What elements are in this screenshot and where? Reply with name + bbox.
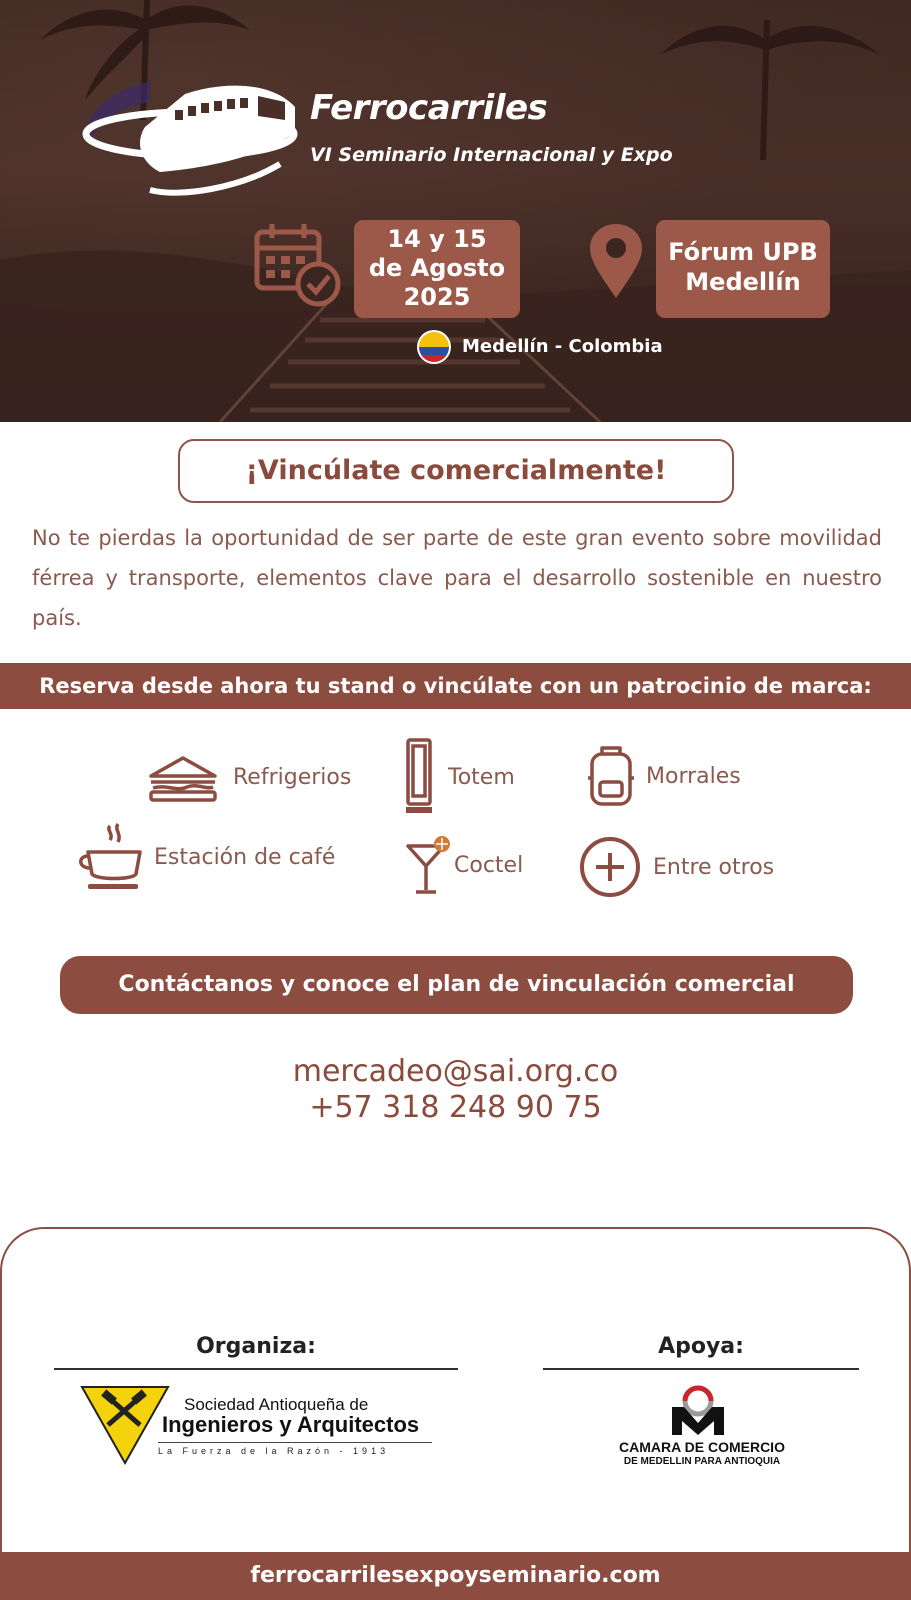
date-line-2: de Agosto [368,254,506,282]
event-title: Ferrocarriles [310,88,548,128]
apoya-divider [543,1368,859,1370]
contact-phone-link[interactable]: +57 318 248 90 75 [309,1090,602,1125]
sponsorship-band: Reserva desde ahora tu stand o vincúlate con un patrocinio de marca: [0,663,911,709]
venue-line-1: Fórum UPB [668,238,818,266]
hero-banner [0,0,911,422]
item-label: Totem [448,764,515,790]
apoya-label: Apoya: [658,1334,744,1359]
sai-motto: La Fuerza de la Razón - 1913 [158,1442,432,1456]
intro-paragraph: No te pierdas la oportunidad de ser parte de este gran evento sobre movilidad férrea y transporte, elementos clave para el desarrollo sostenible en nuestro país. [32,526,882,630]
item-totem [404,737,515,817]
backpack-icon [586,744,636,808]
item-label: Estación de café [154,844,336,870]
ferrocarriles-logo [80,72,310,200]
item-morrales [586,744,741,808]
contact-cta-banner[interactable]: Contáctanos y conoce el plan de vinculación comercial [60,956,853,1014]
cc-name-line-1: CAMARA DE COMERCIO [619,1439,785,1455]
sai-name-line-2: Ingenieros y Arquitectos [162,1412,420,1437]
item-coctel [406,834,523,896]
plus-circle-icon [579,836,641,898]
colombia-flag-icon [417,330,451,364]
railway-background-image [0,0,911,422]
calendar-check-icon [252,218,342,308]
contact-email-link[interactable]: mercadeo@sai.org.co [292,1054,619,1089]
totem-icon [404,737,434,817]
sai-logo-icon [80,1385,170,1465]
item-label: Entre otros [653,854,775,880]
item-entre-otros [579,836,774,898]
event-subtitle: VI Seminario Internacional y Expo [310,144,673,166]
item-label: Refrigerios [233,764,352,790]
coffee-cup-icon [78,822,144,892]
event-date-box [354,220,520,318]
cc-name-line-2: DE MEDELLIN PARA ANTIOQUIA [623,1456,781,1467]
item-refrigerios [147,752,351,802]
location-pin-icon [588,222,644,300]
event-venue-box [656,220,830,318]
sai-name-line-1: Sociedad Antioqueña de [184,1395,369,1414]
date-line-3: 2025 [403,283,471,311]
cocktail-icon [406,834,452,896]
venue-line-2: Medellín [685,268,801,296]
date-line-1: 14 y 15 [387,225,487,253]
sandwich-icon [147,752,219,802]
section-heading: ¡Vincúlate comercialmente! [178,439,734,503]
item-label: Coctel [454,852,524,878]
event-location: Medellín - Colombia [462,336,663,357]
item-estacion-cafe [78,822,335,892]
item-label: Morrales [646,763,741,789]
organiza-label: Organiza: [196,1334,316,1359]
organiza-divider [54,1368,458,1370]
website-link[interactable]: ferrocarrilesexpoyseminario.com [0,1552,911,1600]
camara-comercio-logo-icon [668,1385,728,1437]
